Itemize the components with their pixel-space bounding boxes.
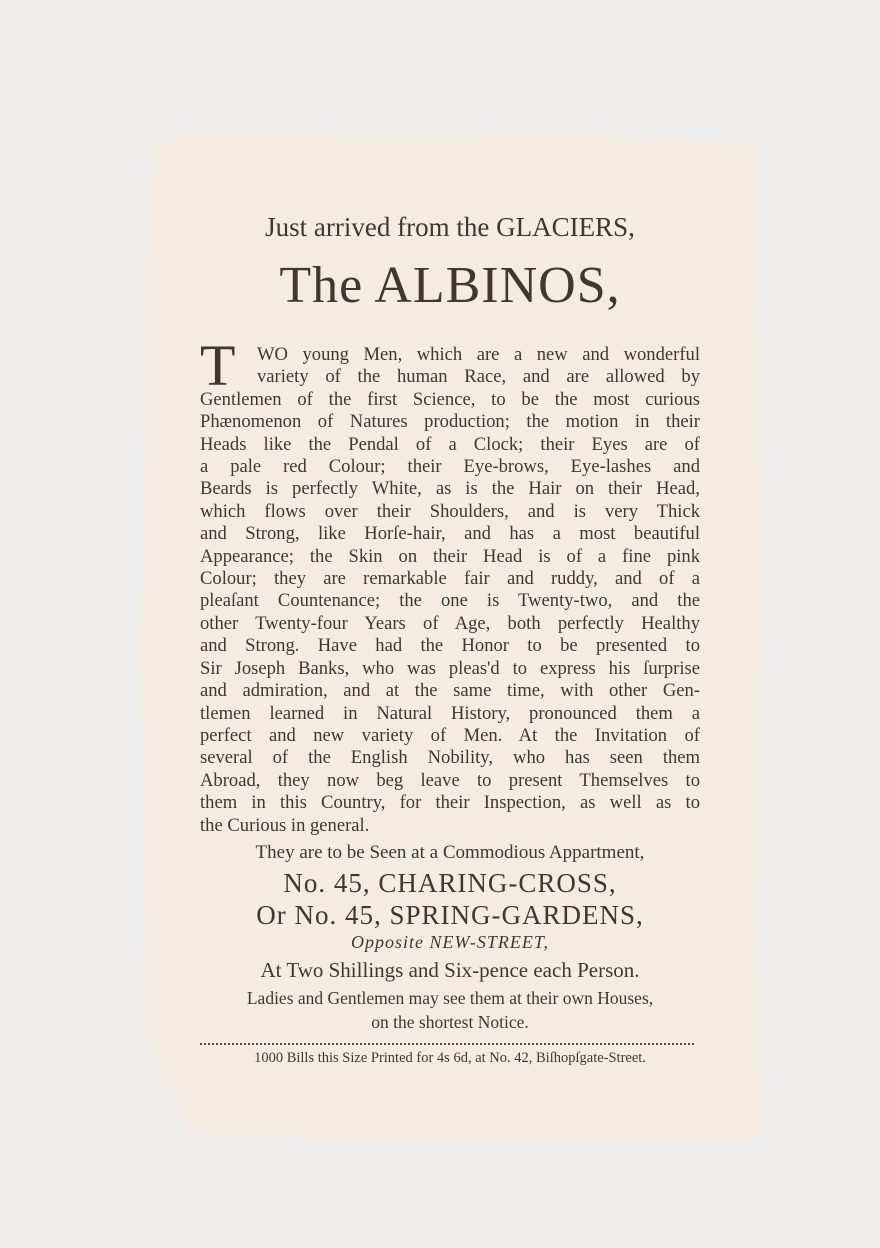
price-line: At Two Shillings and Six-pence each Person. bbox=[260, 958, 640, 982]
address-spring-gardens: Or No. 45, SPRING-GARDENS, bbox=[256, 900, 644, 930]
body-line: Abroad, they now beg leave to present Themselves to bbox=[200, 769, 700, 791]
body-line: the Curious in general. bbox=[200, 814, 370, 836]
drop-cap: T bbox=[200, 333, 236, 398]
closing-line-6: Ladies and Gentlemen may see them at their own Houses, bbox=[246, 988, 654, 1008]
body-line: Heads like the Pendal of a Clock; their Eyes are of bbox=[200, 433, 700, 455]
body-line: variety of the human Race, and are allowed by bbox=[257, 366, 700, 388]
body-line: and Strong, like Horſe-hair, and has a most beautiful bbox=[200, 523, 700, 545]
body-line: and Strong. Have had the Honor to be presented to bbox=[200, 635, 700, 657]
printer-footer: 1000 Bills this Size Printed for 4s 6d, at No. 42, Biſhopſgate-Street. bbox=[254, 1050, 646, 1066]
body-line: them in this Country, for their Inspection, as well as to bbox=[200, 792, 700, 814]
body-line: WO young Men, which are a new and wonderful bbox=[257, 344, 700, 365]
body-line: which flows over their Shoulders, and is very Thick bbox=[200, 500, 700, 522]
body-text bbox=[200, 333, 700, 837]
closing-line-1: They are to be Seen at a Commodious Appartment, bbox=[255, 842, 645, 863]
body-line: other Twenty-four Years of Age, both perfectly Healthy bbox=[200, 612, 700, 634]
body-line: Colour; they are remarkable fair and ruddy, and of a bbox=[200, 568, 700, 590]
closing-line-7: on the shortest Notice. bbox=[371, 1012, 529, 1032]
body-line: and admiration, and at the same time, with other Gen- bbox=[200, 680, 700, 702]
body-line: Gentlemen of the first Science, to be the most curious bbox=[200, 388, 700, 410]
body-line: several of the English Nobility, who has seen them bbox=[200, 747, 700, 769]
address-charing-cross: No. 45, CHARING-CROSS, bbox=[283, 868, 617, 898]
dotted-rule bbox=[200, 1043, 694, 1045]
body-line: Sir Joseph Banks, who was pleas'd to express his ſurprise bbox=[200, 657, 700, 679]
body-line: Phænomenon of Natures production; the motion in their bbox=[200, 411, 700, 433]
body-line: pleaſant Countenance; the one is Twenty-two, and the bbox=[200, 590, 700, 612]
body-line: Beards is perfectly White, as is the Hair on their Head, bbox=[200, 478, 700, 500]
body-line: perfect and new variety of Men. At the Invitation of bbox=[200, 724, 700, 746]
body-line: a pale red Colour; their Eye-brows, Eye-lashes and bbox=[200, 456, 700, 478]
opposite-new-street: Opposite NEW-STREET, bbox=[351, 932, 549, 952]
title: The ALBINOS, bbox=[279, 257, 621, 314]
body-line: tlemen learned in Natural History, pronounced them a bbox=[200, 702, 700, 724]
body-line: Appearance; the Skin on their Head is of a fine pink bbox=[200, 545, 700, 567]
heading: Just arrived from the GLACIERS, bbox=[265, 212, 635, 242]
